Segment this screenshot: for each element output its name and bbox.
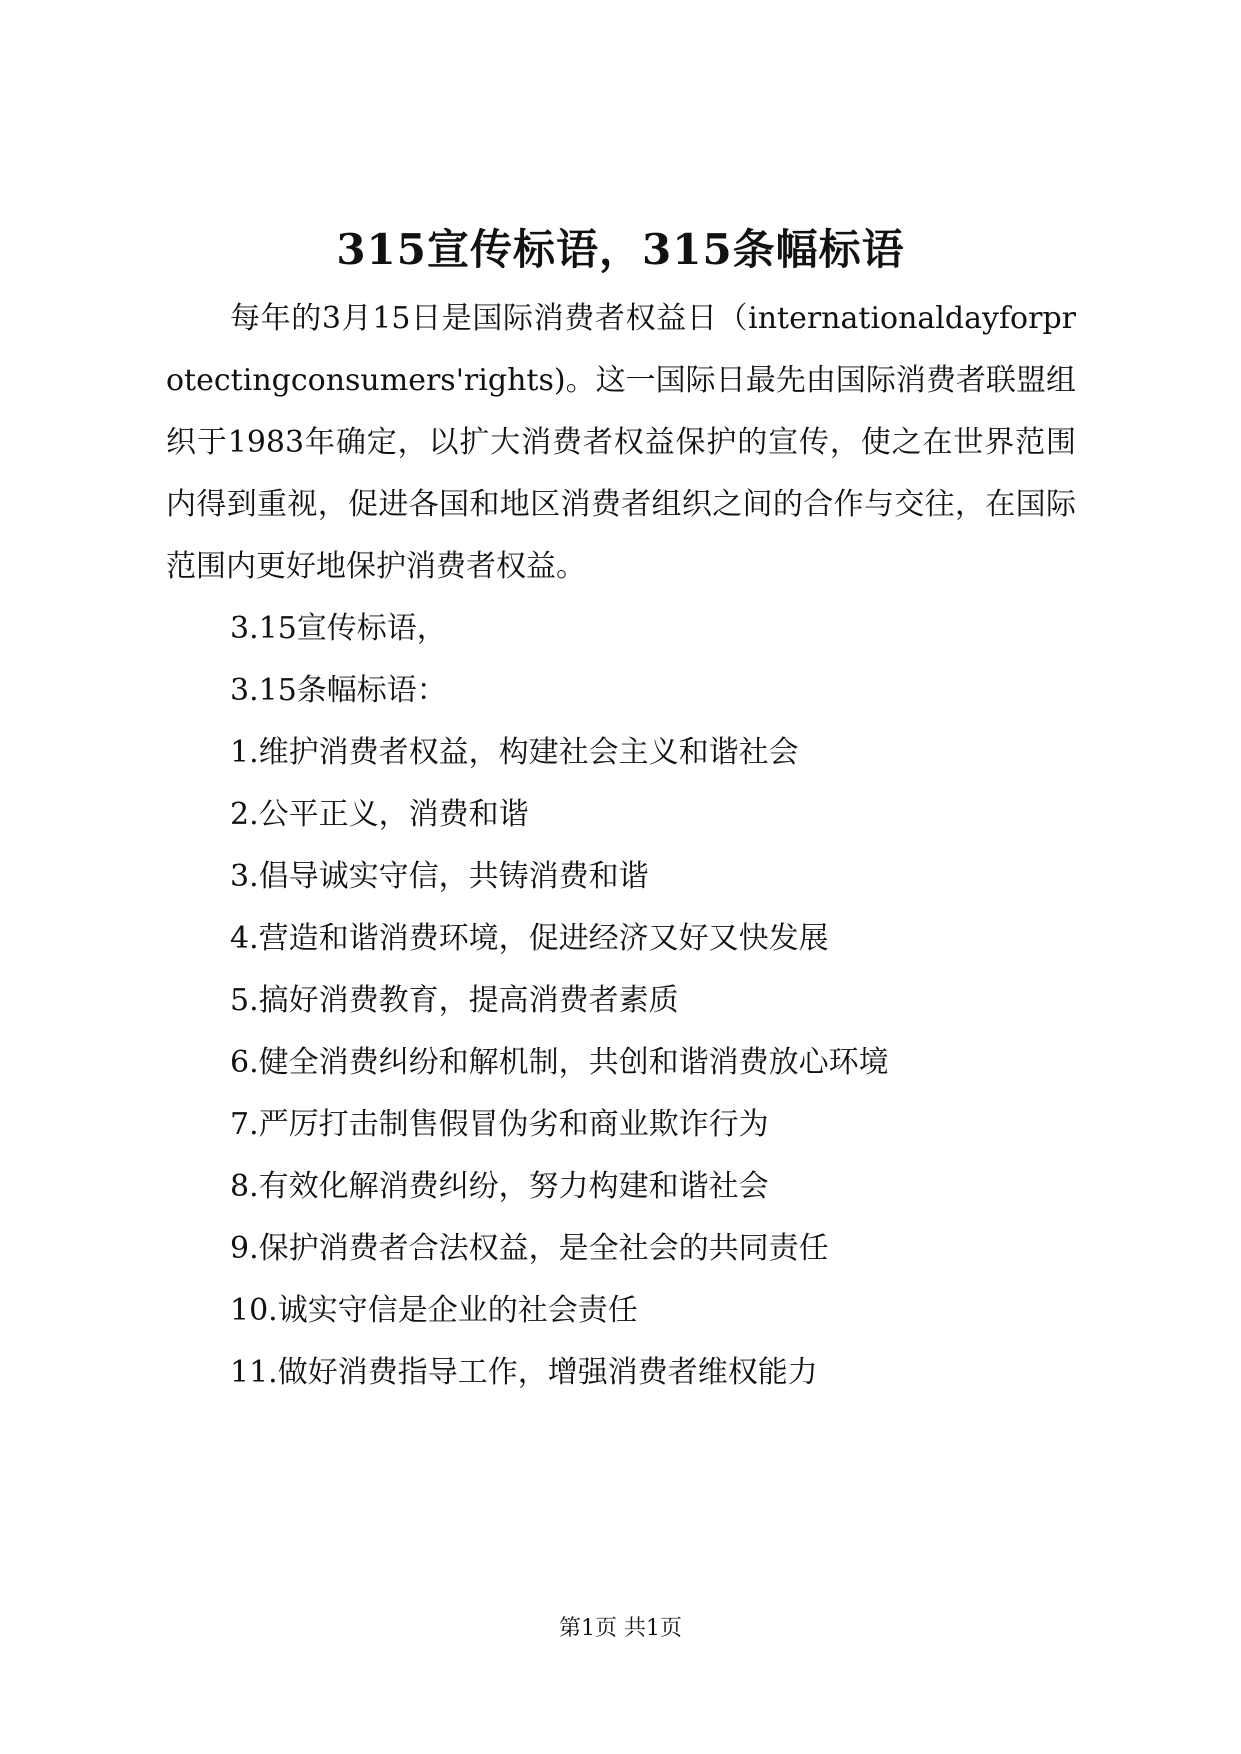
slogan-item: 9.保护消费者合法权益，是全社会的共同责任 bbox=[230, 1231, 829, 1266]
slogan-item: 10.诚实守信是企业的社会责任 bbox=[230, 1293, 638, 1328]
subheading-banner-slogans: 3.15条幅标语： bbox=[230, 673, 447, 708]
page-title: 315宣传标语，315条幅标语 bbox=[336, 225, 905, 274]
slogan-item: 5.搞好消费教育，提高消费者素质 bbox=[230, 983, 679, 1018]
document-body bbox=[166, 288, 1076, 1404]
slogan-item: 4.营造和谐消费环境，促进经济又好又快发展 bbox=[230, 921, 829, 956]
slogan-item: 3.倡导诚实守信，共铸消费和谐 bbox=[230, 859, 649, 894]
slogan-item: 6.健全消费纠纷和解机制，共创和谐消费放心环境 bbox=[230, 1045, 889, 1080]
subheading-slogans: 3.15宣传标语， bbox=[230, 611, 447, 646]
slogan-item: 11.做好消费指导工作，增强消费者维权能力 bbox=[230, 1355, 818, 1390]
page-footer: 第1页 共1页 bbox=[559, 1616, 682, 1641]
intro-paragraph: 每年的3月15日是国际消费者权益日（internationaldayforprotectingconsumers'rights)。这一国际日最先由国际消费者联盟组织于1983年确定，以扩大消费者权益保护的宣传，使之在世界范围内得到重视，促进各国和地区消费者组织之间的合作与交往，在国际范围内更好地保护消费者权益。 bbox=[166, 301, 1076, 584]
slogan-item: 7.严厉打击制售假冒伪劣和商业欺诈行为 bbox=[230, 1107, 769, 1142]
slogan-item: 8.有效化解消费纠纷，努力构建和谐社会 bbox=[230, 1169, 769, 1204]
slogan-item: 1.维护消费者权益，构建社会主义和谐社会 bbox=[230, 735, 799, 770]
slogan-item: 2.公平正义，消费和谐 bbox=[230, 797, 529, 832]
